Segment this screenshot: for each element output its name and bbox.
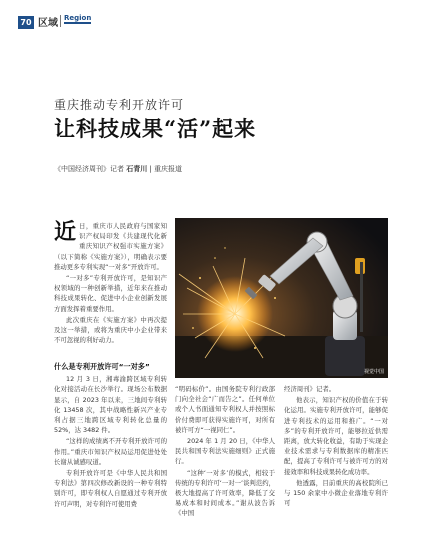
byline-author: 石青川 bbox=[126, 165, 148, 173]
section-divider bbox=[60, 15, 61, 27]
section-name: 区域 bbox=[38, 18, 58, 29]
section-name-en: Region bbox=[64, 14, 92, 22]
byline-place: 重庆报道 bbox=[154, 165, 183, 173]
paragraph: “明码标价”。由国务院专利行政部门向全社会“广而告之”。任何单位或个人书面通知专利权人并按照标价付费即可获得实施许可，对所有被许可方“一视同仁”。 bbox=[175, 385, 275, 434]
column-1-upper bbox=[54, 221, 167, 346]
column-1-lower bbox=[54, 358, 167, 510]
lead-paragraph: 近日，重庆市人民政府与国家知识产权局印发《共建现代化新重庆知识产权强市实施方案》（以下简称《实施方案》），明确表示要推动更多专利实现“一对多”开放许可。 bbox=[54, 220, 167, 271]
page-number: 70 bbox=[18, 16, 34, 29]
paragraph: 他透露，目前重庆的高校院所已与 150 余家中小微企业落地专利许可 bbox=[284, 478, 388, 508]
paragraph: 12 月 3 日，湘毒渝跨区域专利转化对接活动在长沙举行。现场公布数据显示，自 2023 年以来，三地间专利转化 13458 次，其中战略性新兴产业专利占据三地跨区域专利转化总量的 52%，达 3482 件。 bbox=[54, 375, 167, 435]
column-3 bbox=[284, 384, 388, 509]
paragraph: 专利开放许可是《中华人民共和国专利法》第四次修改新设的一种专利特别许可，即专利权人自愿通过专利开放许可声明，对专利许可使用费 bbox=[54, 469, 167, 508]
article-subtitle: 重庆推动专利开放许可 bbox=[54, 98, 185, 112]
robot-arm-photo bbox=[175, 218, 388, 378]
page-header bbox=[0, 0, 427, 29]
paragraph: “一对多”专利开放许可，是知识产权领域的一种创新举措，近年来在推动科技成果转化、促进中小企业创新发展方面发挥着重要作用。 bbox=[54, 274, 167, 313]
drop-cap: 近 bbox=[54, 220, 77, 245]
photo-credit: 视觉中国 bbox=[363, 369, 384, 375]
article-title: 让科技成果“活”起来 bbox=[54, 116, 257, 141]
paragraph: 经济周刊》记者。 bbox=[284, 385, 336, 393]
section-heading: 什么是专利开放许可“一对多” bbox=[54, 362, 150, 371]
byline-source: 《中国经济周刊》记者 bbox=[54, 165, 124, 173]
paragraph: “这种‘一对多’的模式，相较于传统的专利许可‘一对一’谈判范约，极大地提高了许可效率，降低了交易成本和时间成本。”谢从波告诉《中国 bbox=[175, 468, 275, 518]
robot-welding-illustration bbox=[175, 218, 388, 378]
paragraph: “这样的成绩离不开专利开放许可的作用。”重庆市知识产权局运用促进处处长谢从诚感叹道。 bbox=[54, 437, 167, 466]
byline: 《中国经济周刊》记者 石青川 | 重庆报道 bbox=[54, 165, 183, 173]
paragraph: 2024 年 1 月 20 日，《中华人民共和国专利法实施细则》正式施行。 bbox=[175, 437, 275, 466]
column-2 bbox=[175, 384, 275, 520]
paragraph: 他表示，知识产权的价值在于转化运用。实施专利开放许可，能够促进专利技术的运用和推广。“一对多”的专利开放许可，能够拉近供需距离，放大转化收益，有助于实现企业技术需求与专利数据库的精准匹配，提高了专利许可与被许可方的对接效率和科技成果转化成功率。 bbox=[284, 396, 388, 476]
paragraph: 此次重庆在《实施方案》中再次提及这一举措，或将为重庆中小企业带来不可忽视的利好动力。 bbox=[54, 315, 167, 345]
